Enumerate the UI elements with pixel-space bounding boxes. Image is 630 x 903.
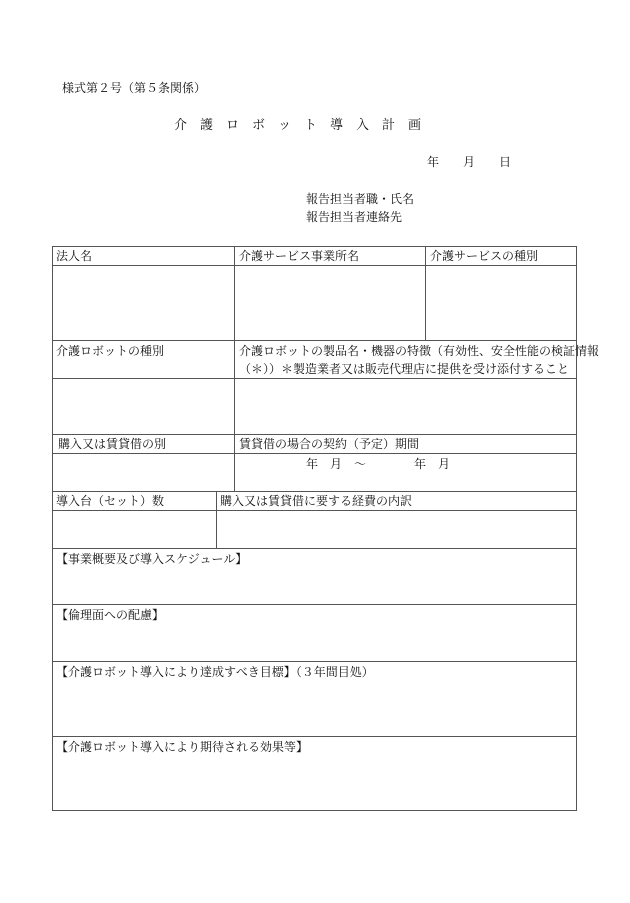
row-divider: [52, 453, 577, 454]
reporter-name-label: 報告担当者職・氏名: [306, 192, 415, 206]
row-divider: [52, 434, 577, 435]
robot-features-note: （＊））＊製造業者又は販売代理店に提供を受け添付すること: [239, 362, 570, 376]
period-range: 年 月 ～ 年 月: [306, 457, 451, 471]
plan-table: [52, 246, 577, 811]
business-overview-label: 【事業概要及び導入スケジュール】: [56, 552, 248, 566]
row-divider: [52, 340, 577, 341]
row-divider: [52, 265, 577, 266]
robot-type-label: 介護ロボットの種別: [56, 344, 165, 358]
row-divider: [52, 510, 577, 511]
corporation-name-label: 法人名: [56, 249, 93, 263]
purchase-or-lease-label: 購入又は賃貸借の別: [58, 437, 167, 451]
service-type-label: 介護サービスの種別: [430, 249, 539, 263]
row-divider: [52, 548, 577, 549]
document-title: 介 護 ロ ボ ッ ト 導 入 計 画: [174, 118, 422, 133]
row-divider: [52, 604, 577, 605]
column-divider: [216, 491, 217, 548]
office-name-label: 介護サービス事業所名: [239, 249, 360, 263]
row-divider: [52, 736, 577, 737]
cost-breakdown-label: 購入又は賃貸借に要する経費の内訳: [220, 494, 413, 508]
goals-label: 【介護ロボット導入により達成すべき目標】（３年間目処）: [56, 665, 374, 679]
date-line: 年 月 日: [427, 155, 512, 169]
expected-effects-label: 【介護ロボット導入により期待される効果等】: [56, 740, 309, 754]
units-count-label: 導入台（セット）数: [56, 494, 165, 508]
lease-period-label: 賃貸借の場合の契約（予定）期間: [239, 437, 420, 451]
row-divider: [52, 491, 577, 492]
reporter-contact-label: 報告担当者連絡先: [306, 210, 403, 224]
row-divider: [52, 661, 577, 662]
form-number: 様式第２号（第５条関係）: [62, 81, 207, 95]
column-divider: [425, 246, 426, 340]
row-divider: [52, 378, 577, 379]
column-divider: [234, 246, 235, 491]
robot-features-label: 介護ロボットの製品名・機器の特徴（有効性、安全性能の検証情報: [239, 344, 600, 358]
ethics-label: 【倫理面への配慮】: [56, 608, 165, 622]
